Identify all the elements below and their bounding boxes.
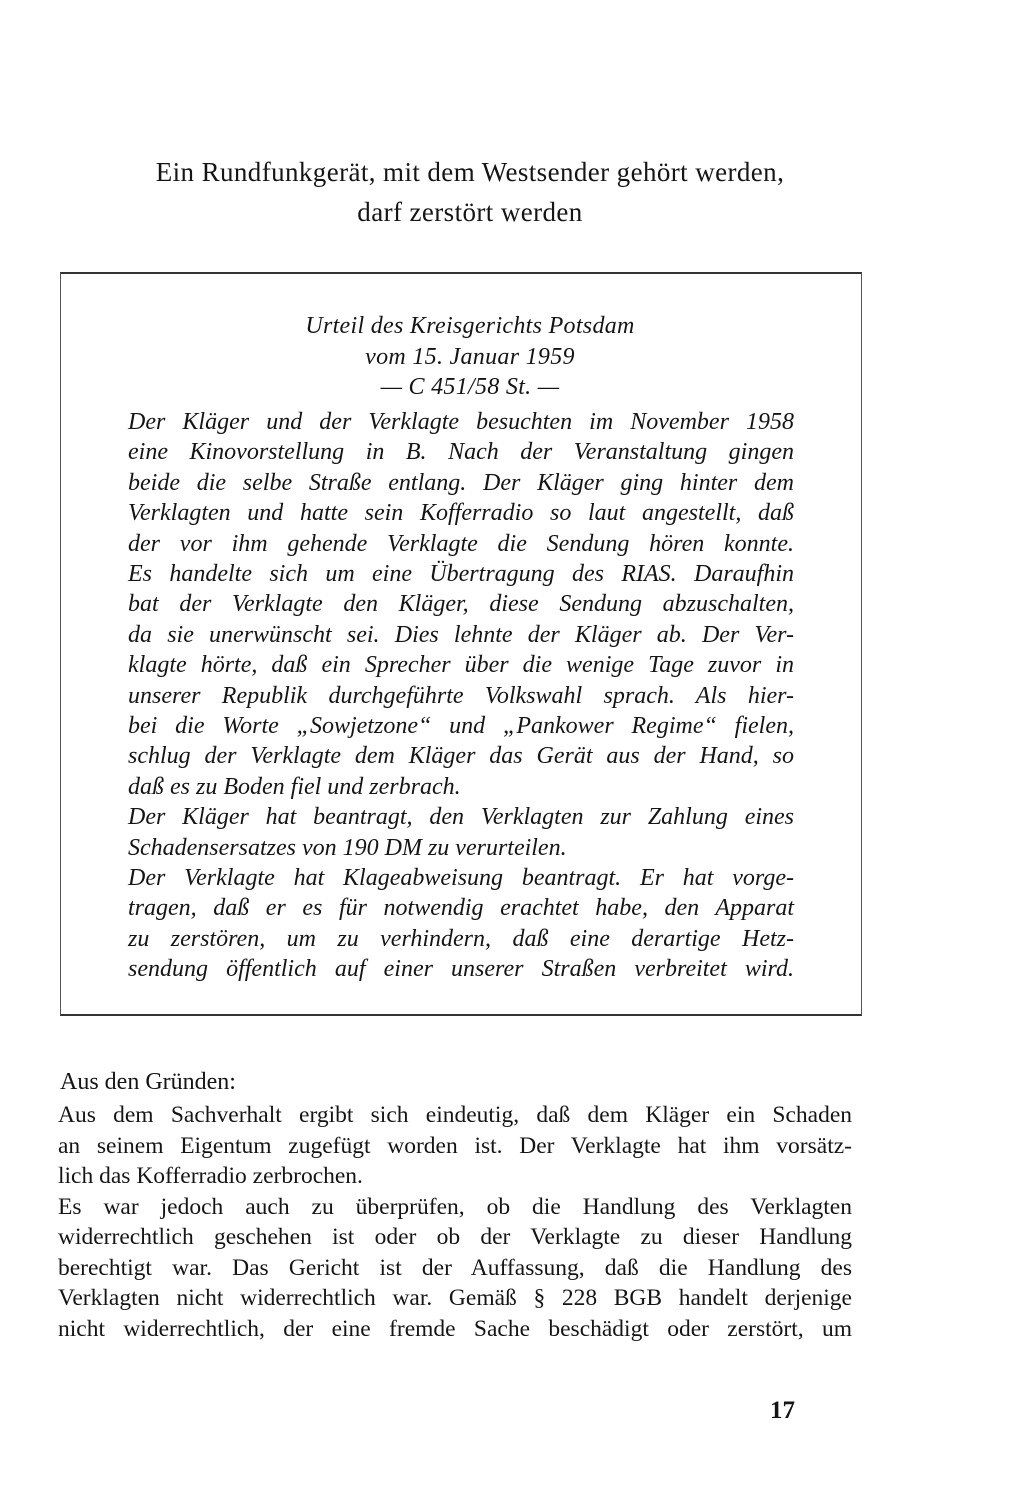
judgment-line: eine Kinovorstellung in B. Nach der Veranstaltung gingen [128,439,794,466]
reasons-line: nicht widerrechtlich, der eine fremde Sache beschädigt oder zerstört, um [58,1315,852,1342]
judgment-line: der vor ihm gehende Verklagte die Sendung hören konnte. [128,530,794,557]
judgment-line: klagte hörte, daß ein Sprecher über die wenige Tage zuvor in [128,652,794,679]
judgment-line: Verklagten und hatte sein Kofferradio so laut angestellt, daß [128,500,794,527]
article-title-line-1: Ein Rundfunkgerät, mit dem Westsender gehört werden, [155,157,785,187]
judgment-line: zu zerstören, um zu verhindern, daß eine derartige Hetz- [128,925,794,952]
judgment-line: tragen, daß er es für notwendig erachtet habe, den Apparat [128,895,794,922]
reasons-line: widerrechtlich geschehen ist oder ob der Verklagte zu dieser Handlung [58,1224,852,1250]
judgment-line: Schadensersatzes von 190 DM zu verurteilen. [128,834,567,861]
judgment-line: Der Verklagte hat Klageabweisung beantragt. Er hat vorge- [128,865,794,891]
judgment-line: Der Kläger hat beantragt, den Verklagten zur Zahlung eines [128,804,794,831]
page-number: 17 [770,1397,795,1424]
judgment-line: bat der Verklagte den Kläger, diese Sendung abzuschalten, [128,591,794,618]
reasons-line: Verklagten nicht widerrechtlich war. Gemäß § 228 BGB handelt derjenige [58,1285,852,1311]
judgment-line: Der Kläger und der Verklagte besuchten im November 1958 [128,409,794,435]
judgment-line: da sie unerwünscht sei. Dies lehnte der Kläger ab. Der Ver- [128,621,794,648]
reasons-line: an seinem Eigentum zugefügt worden ist. Der Verklagte hat ihm vorsätz- [58,1132,852,1159]
judgment-line: daß es zu Boden fiel und zerbrach. [128,773,461,800]
article-title-line-2: darf zerstört werden [357,197,583,227]
judgment-line: sendung öffentlich auf einer unserer Straßen verbreitet wird. [128,956,794,983]
judgment-court: Urteil des Kreisgerichts Potsdam [305,313,635,339]
reasons-heading: Aus den Gründen: [60,1069,236,1095]
judgment-line: bei die Worte „Sowjetzone“ und „Pankower Regime“ fielen, [128,713,794,739]
judgment-line: unserer Republik durchgeführte Volkswahl sprach. Als hier- [128,682,794,709]
reasons-line: lich das Kofferradio zerbrochen. [58,1163,363,1189]
reasons-line: berechtigt war. Das Gericht ist der Auffassung, daß die Handlung des [58,1254,852,1281]
judgment-line: beide die selbe Straße entlang. Der Kläger ging hinter dem [128,469,794,496]
judgment-case-number: — C 451/58 St. — [380,374,560,400]
judgment-date: vom 15. Januar 1959 [365,344,575,370]
judgment-line: schlug der Verklagte dem Kläger das Gerät aus der Hand, so [128,743,794,770]
reasons-line: Es war jedoch auch zu überprüfen, ob die Handlung des Verklagten [58,1193,852,1220]
judgment-line: Es handelte sich um eine Übertragung des RIAS. Daraufhin [128,561,794,587]
reasons-line: Aus dem Sachverhalt ergibt sich eindeutig, daß dem Kläger ein Schaden [58,1102,852,1128]
